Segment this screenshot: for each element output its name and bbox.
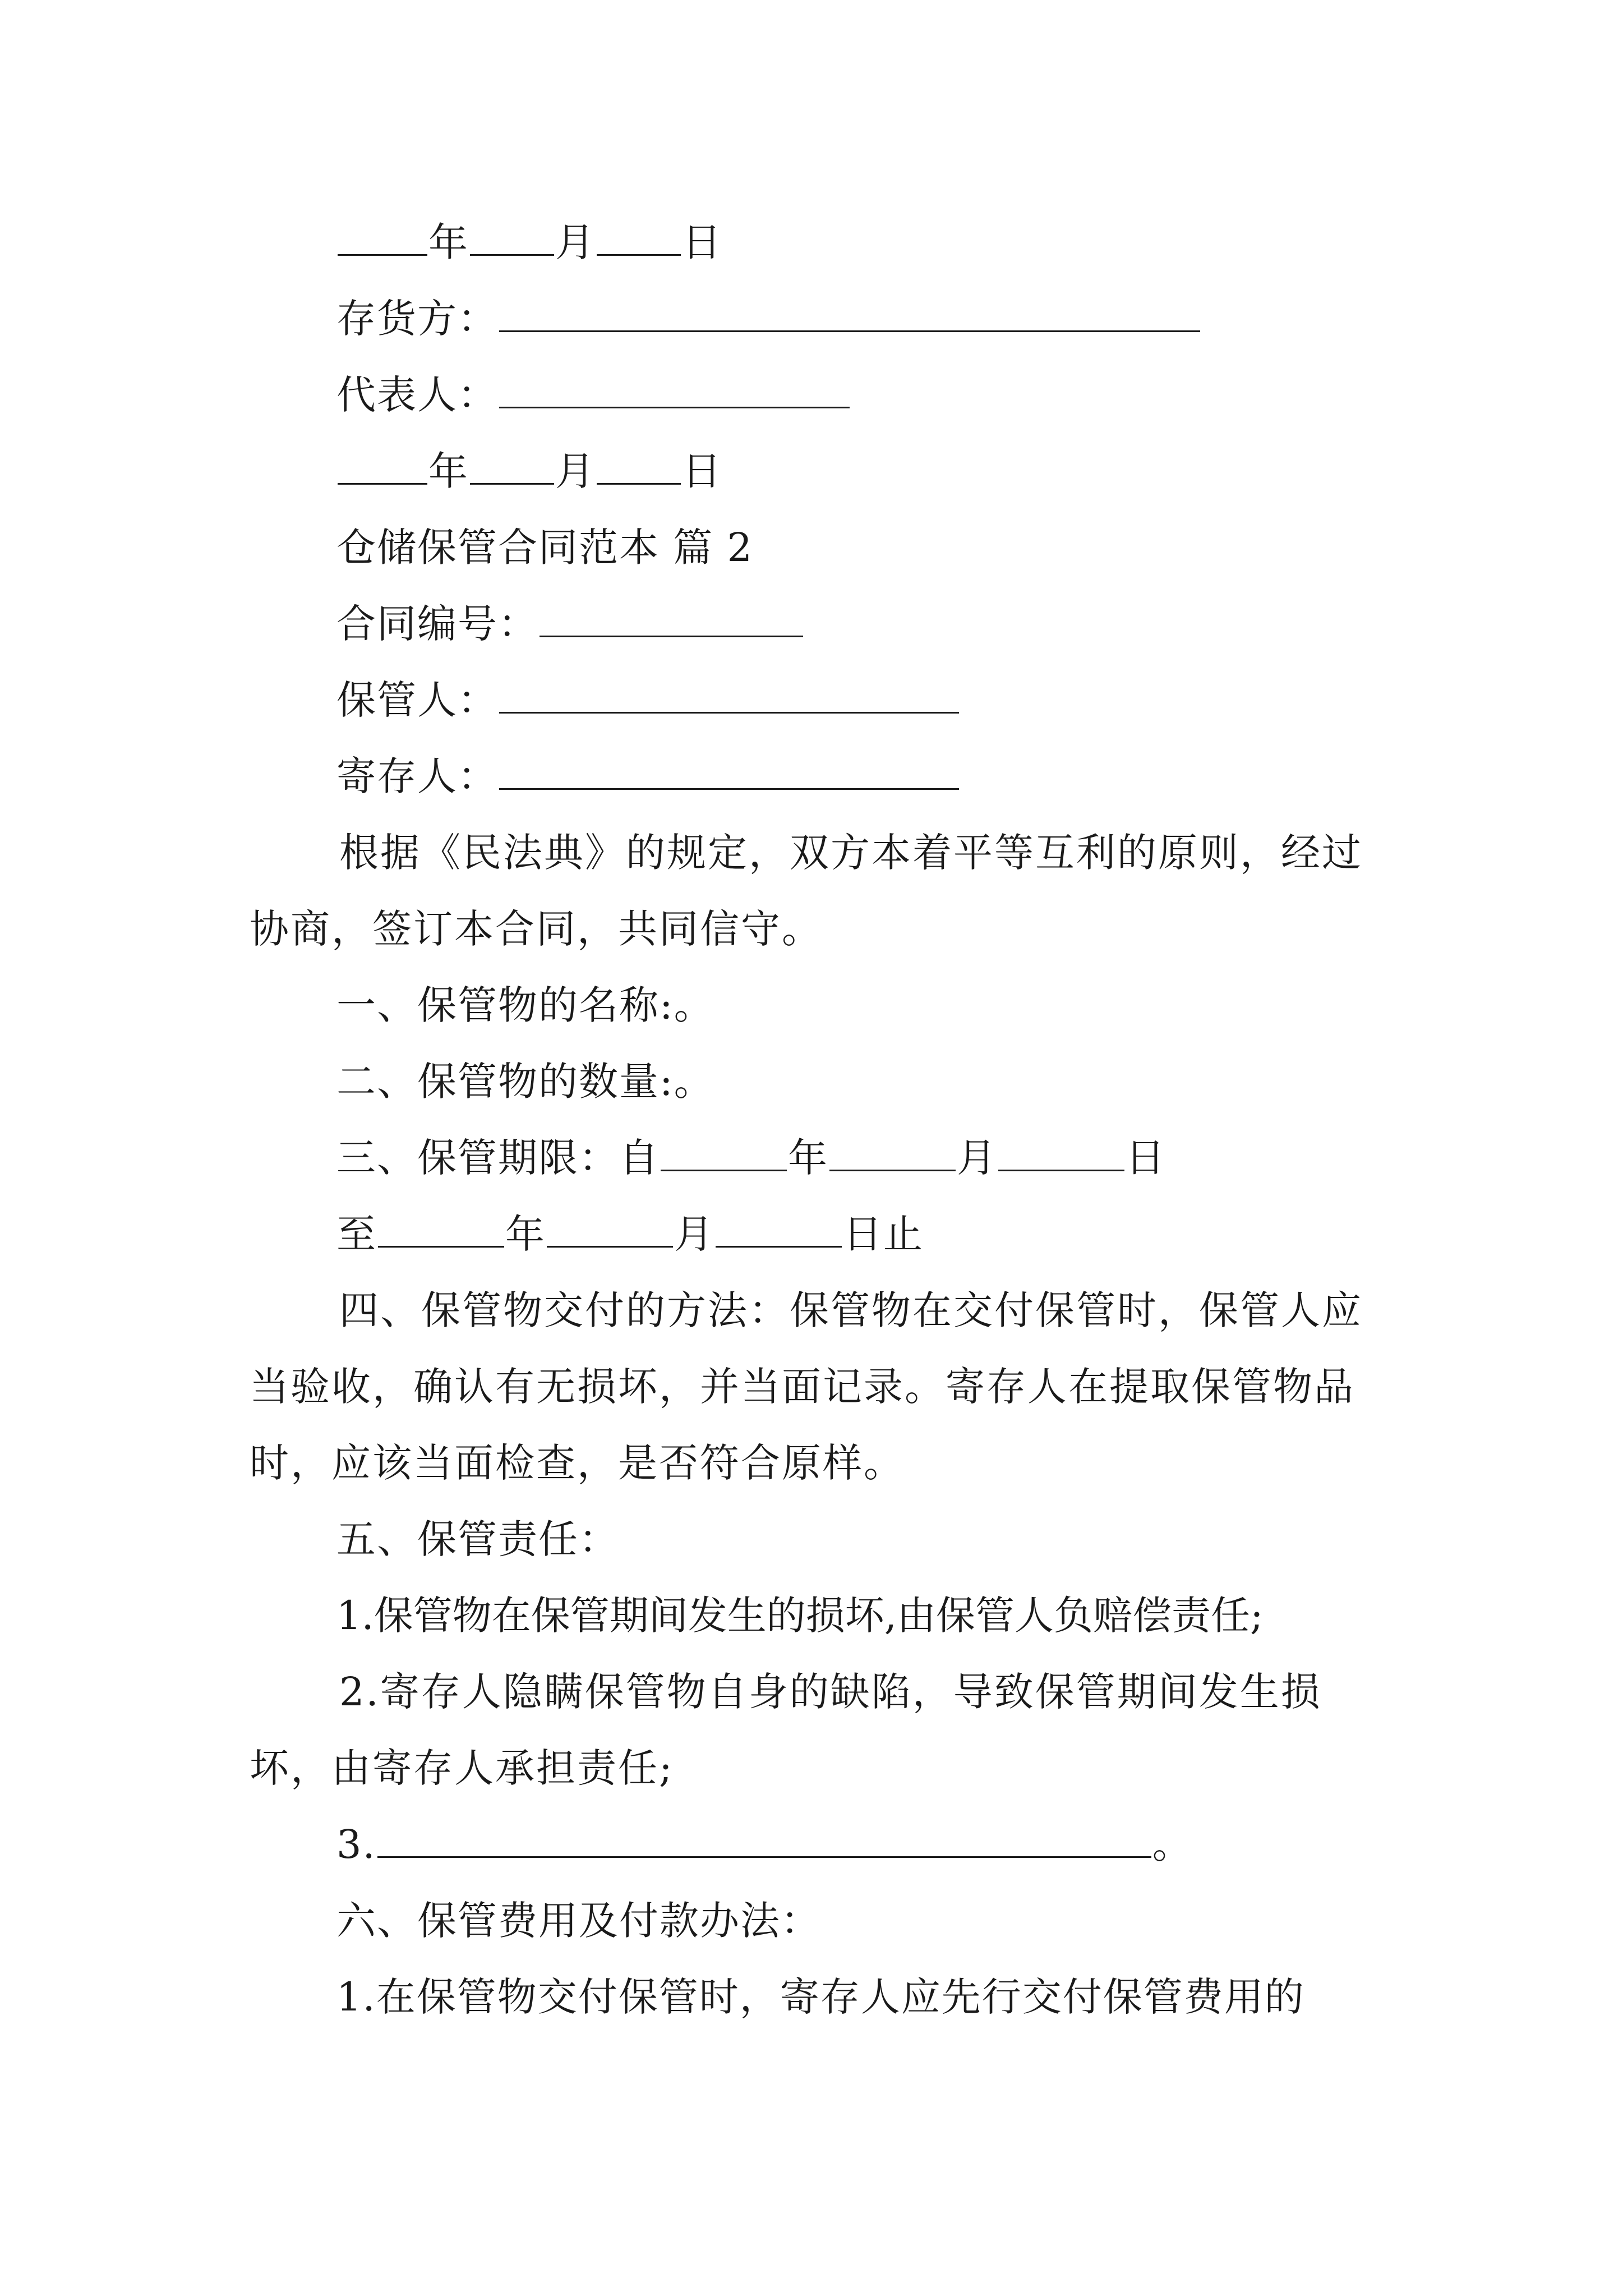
custodian-label: 保管人： (336, 677, 498, 723)
month-blank (470, 453, 554, 485)
from-day-label: 日 (1126, 1135, 1166, 1181)
clause-2: 二、保管物的数量:。 (336, 1059, 714, 1105)
clause-3-prefix: 三、保管期限：自 (336, 1135, 660, 1181)
to-year-label: 年 (505, 1211, 546, 1257)
contract-no-label: 合同编号： (336, 601, 538, 647)
from-year-blank (661, 1139, 787, 1171)
year-blank (338, 453, 427, 485)
clause-5: 五、保管责任： (336, 1516, 619, 1562)
clause-5-3 (336, 1819, 1193, 1870)
month-label: 月 (555, 448, 596, 494)
date-line-1 (336, 217, 722, 268)
representative-blank (499, 376, 850, 408)
clause-5-1: 1.保管物在保管期间发生的损坏,由保管人负赔偿责任; (336, 1593, 1264, 1639)
section-title: 仓储保管合同范本 篇 2 (336, 524, 754, 570)
clause-6: 六、保管费用及付款办法： (336, 1898, 821, 1944)
to-year-blank (378, 1216, 504, 1248)
day-blank (597, 453, 681, 485)
depositor2-blank (499, 758, 959, 790)
clause-3-to-prefix: 至 (336, 1211, 377, 1257)
month-label: 月 (555, 219, 596, 265)
from-month-label: 月 (957, 1135, 997, 1181)
clause-1: 一、保管物的名称:。 (336, 982, 714, 1028)
clause-5-3-prefix: 3. (336, 1821, 376, 1867)
depositor-label: 存货方： (336, 296, 498, 342)
depositor2-line (336, 751, 960, 802)
custodian-blank (499, 682, 959, 714)
clause-5-3-blank (377, 1826, 1151, 1858)
intro-paragraph: 根据《民法典》的规定，双方本着平等互利的原则，经过协商，签订本合同，共同信守。 (250, 830, 1363, 952)
representative-label: 代表人： (336, 372, 498, 418)
year-label: 年 (428, 219, 469, 265)
depositor-blank (499, 300, 1200, 332)
from-year-label: 年 (788, 1135, 828, 1181)
month-blank (470, 224, 554, 256)
year-blank (338, 224, 427, 256)
day-label: 日 (682, 448, 722, 494)
clause-3-to (336, 1209, 924, 1259)
day-blank (597, 224, 681, 256)
contract-no-line (336, 599, 804, 649)
clause-5-3-suffix: 。 (1152, 1821, 1193, 1867)
to-day-blank (716, 1216, 842, 1248)
from-day-blank (998, 1139, 1124, 1171)
to-month-blank (547, 1216, 673, 1248)
date-line-2 (336, 446, 722, 496)
custodian-line (336, 675, 960, 725)
clause-6-1: 1.在保管物交付保管时，寄存人应先行交付保管费用的 (336, 1974, 1305, 2020)
clause-4-paragraph: 四、保管物交付的方法：保管物在交付保管时，保管人应当验收，确认有无损坏，并当面记录。寄存人在提取保管物品时，应该当面检查，是否符合原样。 (250, 1287, 1363, 1486)
depositor-line (336, 293, 1201, 344)
from-month-blank (829, 1139, 956, 1171)
representative-line (336, 370, 851, 420)
depositor2-label: 寄存人： (336, 753, 498, 799)
to-day-label: 日止 (843, 1211, 924, 1257)
contract-no-blank (540, 605, 803, 637)
clause-3 (336, 1133, 1166, 1183)
to-month-label: 月 (674, 1211, 714, 1257)
clause-5-2-paragraph: 2.寄存人隐瞒保管物自身的缺陷，导致保管期间发生损坏，由寄存人承担责任; (250, 1669, 1322, 1791)
year-label: 年 (428, 448, 469, 494)
day-label: 日 (682, 219, 722, 265)
